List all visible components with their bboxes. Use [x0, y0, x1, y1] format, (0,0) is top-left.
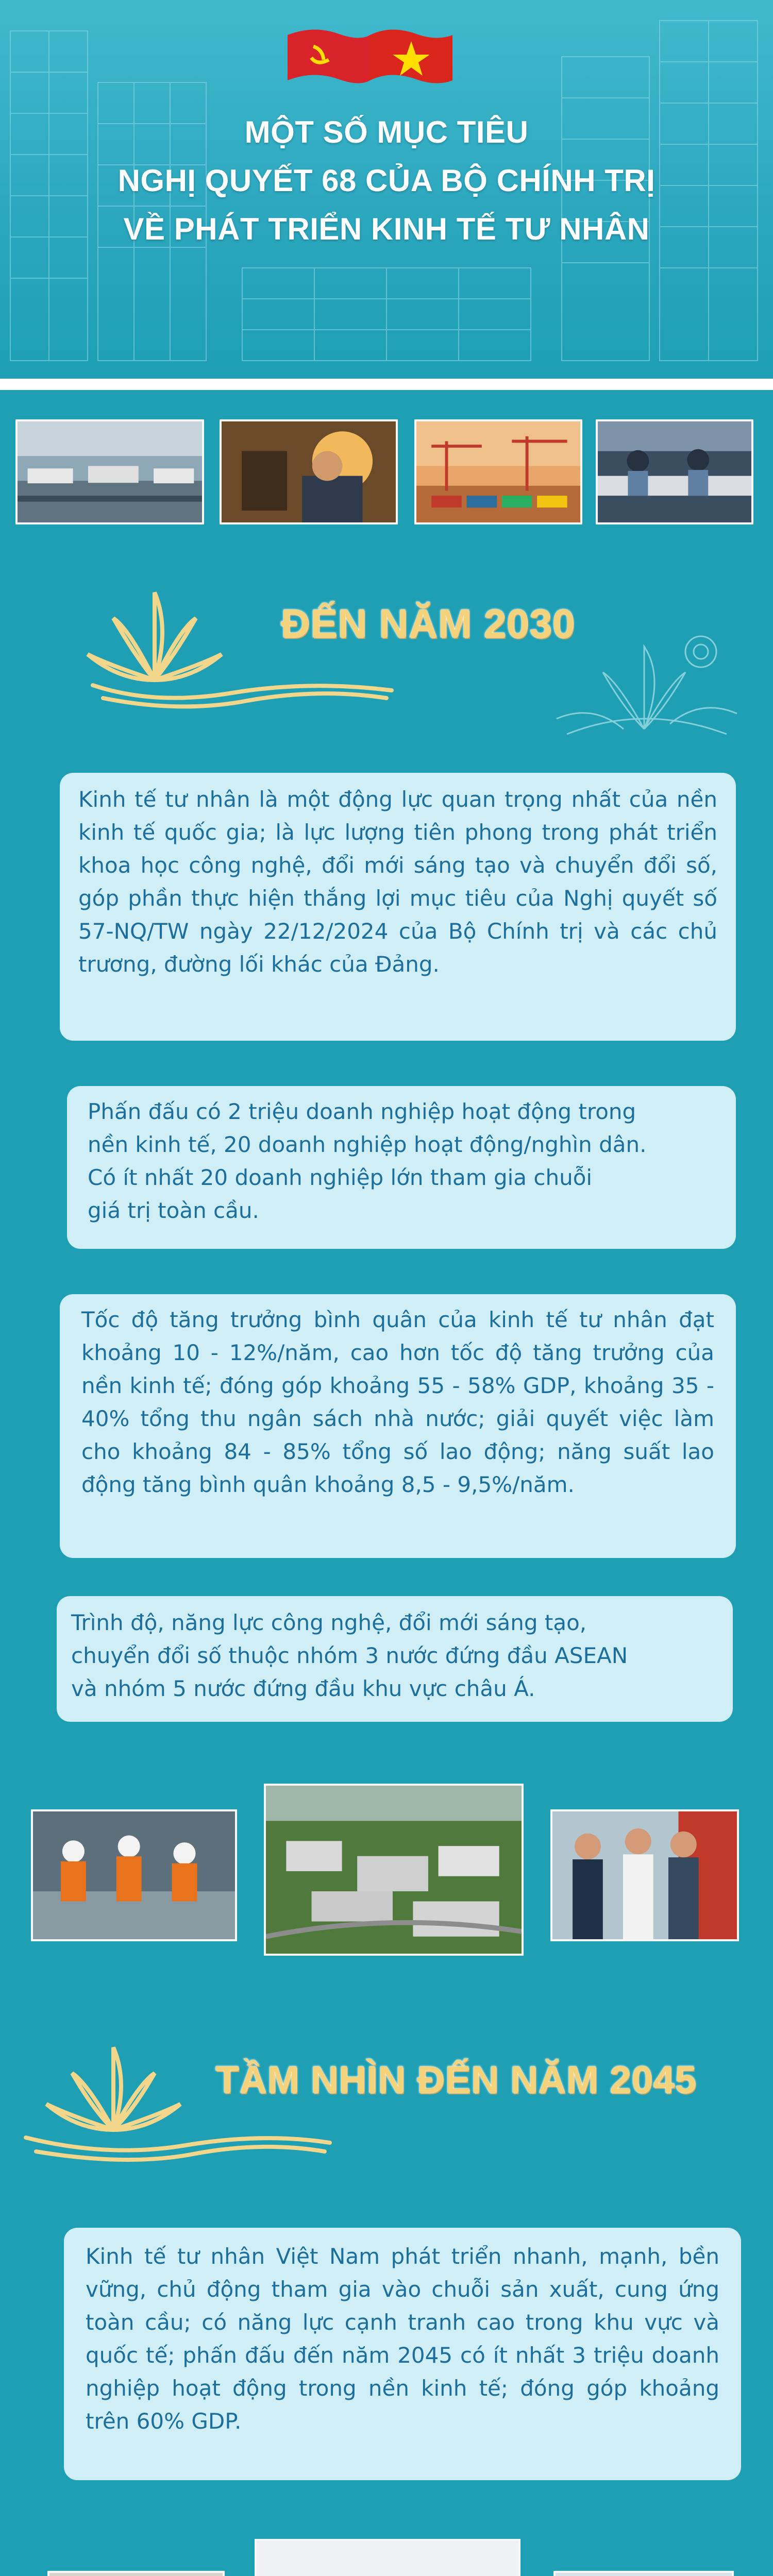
goal-box-3: [60, 1294, 736, 1558]
photo-aerial-city: [264, 1784, 524, 1956]
photo-electronics-factory: [255, 2539, 520, 2576]
goal-box-4-line-3: và nhóm 5 nước đứng đầu khu vực châu Á.: [71, 1676, 535, 1701]
photo-electronics-line: [596, 419, 753, 524]
goal-box-4: [57, 1596, 733, 1722]
goal-box-2-line-2: nền kinh tế, 20 doanh nghiệp hoạt động/nghìn dân.: [88, 1132, 647, 1157]
photo-assembly-workers: [47, 2571, 225, 2576]
goal-box-2: [67, 1086, 736, 1249]
goal-box-3-text: Tốc độ tăng trưởng bình quân của kinh tế tư nhân đạt khoảng 10 - 12%/năm, cao hơn tốc độ tăng trưởng của nền kinh tế; đóng góp khoảng 55 - 58% GDP, khoảng 35 - 40% tổng thu ngân sách nhà nước; giải quyết việc làm cho khoảng 84 - 85% tổng số lao động; năng suất lao động tăng bình quân khoảng 8,5 - 9,5%/năm.: [81, 1307, 714, 1497]
photo-welder: [220, 419, 398, 524]
flags-icon: [282, 14, 458, 92]
title-line-3: VỀ PHÁT TRIỂN KINH TẾ TƯ NHÂN: [123, 212, 650, 246]
vision-box-2045: [64, 2228, 741, 2480]
section-heading-2045: TẦM NHÌN ĐẾN NĂM 2045: [215, 2058, 697, 2101]
photo-port-cranes: [414, 419, 582, 524]
photo-warehouse-worker: [553, 2571, 734, 2576]
header-divider: [0, 379, 773, 390]
goal-box-4-line-1: Trình độ, năng lực công nghệ, đổi mới sáng tạo,: [71, 1610, 587, 1635]
section-heading-2030: ĐẾN NĂM 2030: [281, 601, 576, 646]
goal-box-2-line-1: Phấn đấu có 2 triệu doanh nghiệp hoạt động trong: [88, 1099, 636, 1124]
title-line-2: NGHỊ QUYẾT 68 CỦA BỘ CHÍNH TRỊ: [117, 163, 656, 198]
goal-box-1-text: Kinh tế tư nhân là một động lực quan trọng nhất của nền kinh tế quốc gia; là lực lượng tiên phong trong phát triển khoa học công nghệ, đổi mới sáng tạo và chuyển đổi số, góp phần thực hiện thắng lợi mục tiêu của Nghị quyết số 57-NQ/TW ngày 22/12/2024 của Bộ Chính trị và các chủ trương, đường lối khác của Đảng.: [78, 787, 717, 977]
photo-business-meeting: [550, 1809, 739, 1941]
photo-workers-orange: [31, 1809, 237, 1941]
title-line-1: MỘT SỐ MỤC TIÊU: [244, 115, 529, 149]
goal-box-2-line-4: giá trị toàn cầu.: [88, 1198, 259, 1223]
goal-box-1: [60, 773, 736, 1041]
header-banner: [0, 0, 773, 381]
goal-box-4-line-2: chuyển đổi số thuộc nhóm 3 nước đứng đầu ASEAN: [71, 1643, 628, 1668]
goal-box-2-line-3: Có ít nhất 20 doanh nghiệp lớn tham gia chuỗi: [88, 1165, 593, 1190]
photo-factory-floor: [15, 419, 204, 524]
vision-box-2045-text: Kinh tế tư nhân Việt Nam phát triển nhanh, mạnh, bền vững, chủ động tham gia vào chuỗi sản xuất, cung ứng toàn cầu; có năng lực cạnh tranh cao trong khu vực và quốc tế; phấn đấu đến năm 2045 có ít nhất 3 triệu doanh nghiệp hoạt động trong nền kinh tế; đóng góp khoảng trên 60% GDP.: [86, 2244, 719, 2434]
flower-line-art-icon: [546, 626, 742, 744]
